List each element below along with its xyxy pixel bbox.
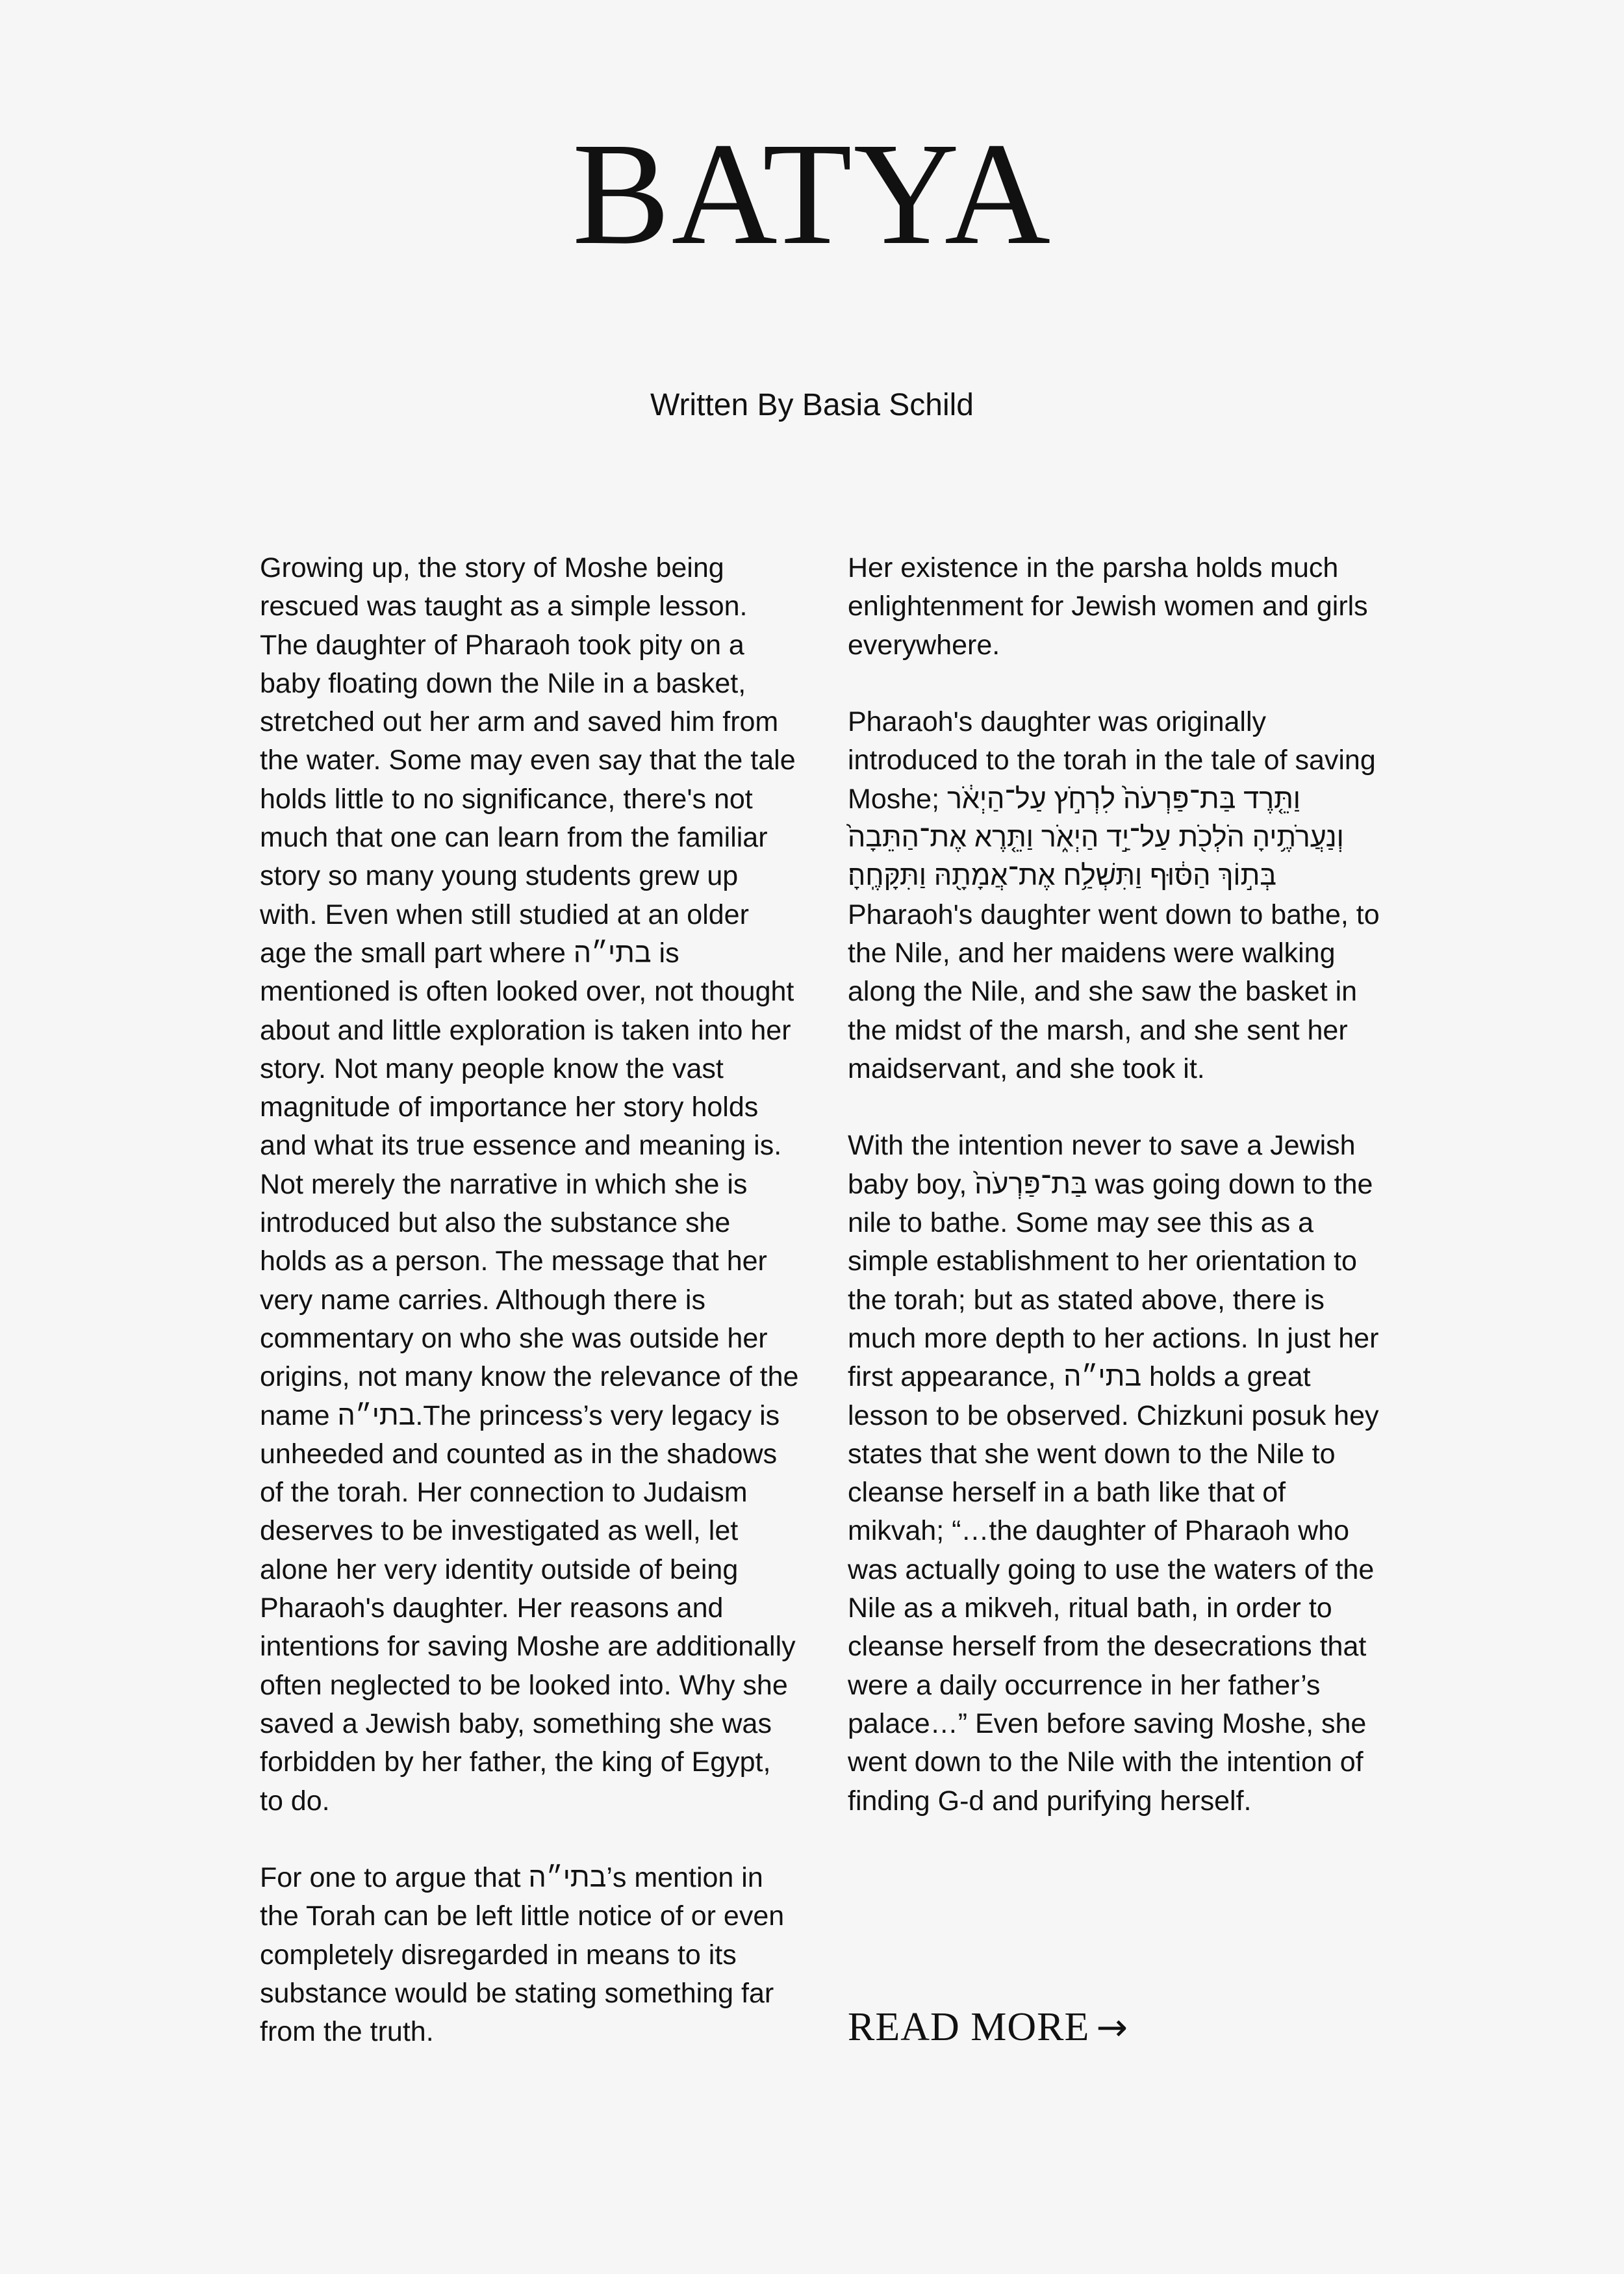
author-byline: Written By Basia Schild xyxy=(650,388,974,422)
read-more-label: READ MORE xyxy=(848,2005,1090,2049)
verse-translation: Pharaoh's daughter went down to bathe, to the Nile, and her maidens were walking along the Nile, and she saw the basket in the midst of the marsh, and she sent her maidservant, and she took it. xyxy=(848,899,1380,1084)
article-paragraph-with-quote xyxy=(848,703,1387,895)
article-paragraph: For one to argue that בתי״ה’s mention in the Torah can be left little notice of or even completely disregarded in means to its substance would be stating something far from the truth. xyxy=(260,1862,785,2048)
left-text-column xyxy=(260,549,799,2090)
arrow-right-icon: → xyxy=(1096,2005,1129,2049)
right-text-column xyxy=(848,549,1387,1859)
article-paragraph: With the intention never to save a Jewish baby boy, בַּת־פַּרְעֹה֙ was going down to the nile to bathe. Some may see this as a simple establishment to her orientation to the torah; but as stated above, there is much more depth to her actions. In just her first appearance, בתי״ה holds a great lesson to be observed. Chizkuni posuk hey states that she went down to the Nile to cleanse herself in a bath like that of mikvah; “…the daughter of Pharaoh who was actually going to use the waters of the Nile as a mikveh, ritual bath, in order to cleanse herself from the desecrations that were a daily occurrence in her father’s palace…” Even before saving Moshe, she went down to the Nile with the intention of finding G-d and purifying herself. xyxy=(848,1130,1379,1817)
page-title: BATYA xyxy=(572,112,1052,275)
read-more-link[interactable] xyxy=(848,2004,1128,2050)
article-paragraph: Growing up, the story of Moshe being rescued was taught as a simple lesson. The daughter of Pharaoh took pity on a baby floating down the Nile in a basket, stretched out her arm and saved him from the water. Some may even say that the tale holds little to no significance, there's not much that one can learn from the familiar story so many young students grew up with. Even when still studied at an older age the small part where בתי״ה is mentioned is often looked over, not thought about and little exploration is taken into her story. Not many people know the vast magnitude of importance her story holds and what its true essence and meaning is. Not merely the narrative in which she is introduced but also the substance she holds as a person. The message that her very name carries. Although there is commentary on who she was outside her origins, not many know the relevance of the name בתי״ה.The princess’s very legacy is unheeded and counted as in the shadows of the torah. Her connection to Judaism deserves to be investigated as well, let alone her very identity outside of being Pharaoh's daughter. Her reasons and intentions for saving Moshe are additionally often neglected to be looked into. Why she saved a Jewish baby, something she was forbidden by her father, the king of Egypt, to do. xyxy=(260,552,799,1817)
article-paragraph: Her existence in the parsha holds much enlightenment for Jewish women and girls everywhere. xyxy=(848,552,1368,661)
quote-intro: Pharaoh's daughter was originally introduced to the torah in the tale of saving Moshe; xyxy=(848,706,1376,815)
hebrew-verse: וַתֵּ֤רֶד בַּת־פַּרְעֹה֙ לִרְחֹ֣ץ עַל־הַיְאֹ֔ר וְנַעֲרֹתֶ֥יהָ הֹלְכֹ֖ת עַל־יַ֣ד הַיְאֹ֑ר וַתֵּ֤רֶא אֶת־הַתֵּבָה֙ בְּת֣וֹךְ הַסּ֔וּף וַתִּשְׁלַ֥ח אֶת־אֲמָתָ֖הּ וַתִּקָּחֶֽהָ׃ xyxy=(848,783,1344,892)
